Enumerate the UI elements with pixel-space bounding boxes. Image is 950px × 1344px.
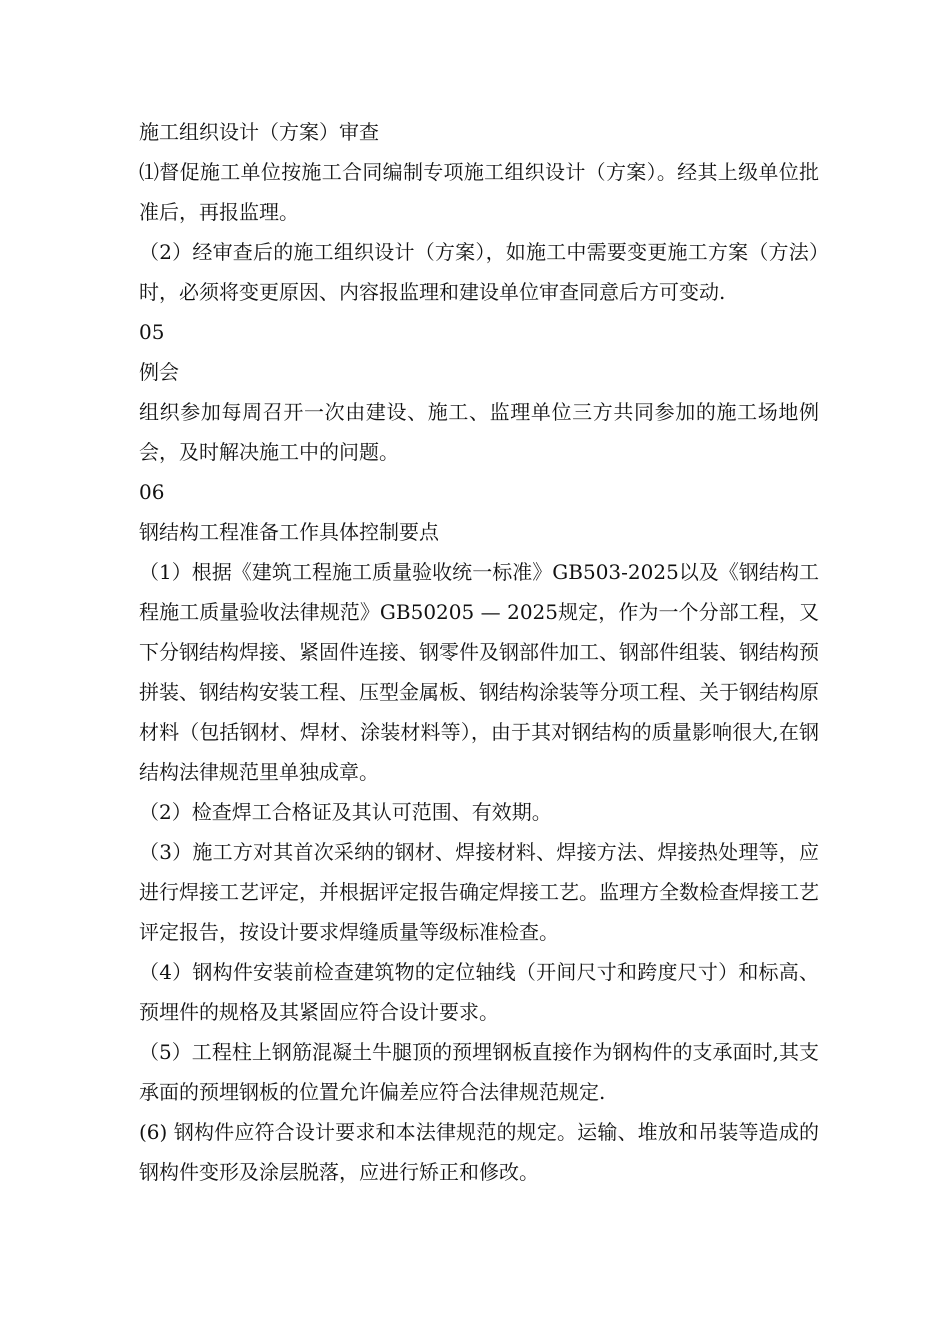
paragraph-steel-5: （5）工程柱上钢筋混凝土牛腿顶的预埋钢板直接作为钢构件的支承面时,其支承面的预埋钢板的位置允许偏差应符合法律规范规定. — [139, 1040, 819, 1104]
section-heading-meeting: 例会 — [139, 360, 179, 384]
paragraph-steel-2: （2）检查焊工合格证及其认可范围、有效期。 — [139, 800, 552, 824]
section-number-05: 05 — [139, 320, 165, 344]
paragraph-steel-4: （4）钢构件安装前检查建筑物的定位轴线（开间尺寸和跨度尺寸）和标高、预埋件的规格及其紧固应符合设计要求。 — [139, 960, 819, 1024]
section-number-06: 06 — [139, 480, 165, 504]
paragraph-steel-6: (6) 钢构件应符合设计要求和本法律规范的规定。运输、堆放和吊装等造成的钢构件变形及涂层脱落，应进行矫正和修改。 — [139, 1120, 819, 1184]
section-heading-review: 施工组织设计（方案）审查 — [139, 120, 379, 144]
section-heading-steel: 钢结构工程准备工作具体控制要点 — [139, 520, 439, 544]
paragraph-steel-3: （3）施工方对其首次采纳的钢材、焊接材料、焊接方法、焊接热处理等，应进行焊接工艺评定，并根据评定报告确定焊接工艺。监理方全数检查焊接工艺评定报告，按设计要求焊缝质量等级标准检查。 — [139, 840, 819, 944]
paragraph-review-2: （2）经审查后的施工组织设计（方案），如施工中需要变更施工方案（方法）时，必须将变更原因、内容报监理和建设单位审查同意后方可变动. — [139, 240, 819, 304]
paragraph-meeting: 组织参加每周召开一次由建设、施工、监理单位三方共同参加的施工场地例会，及时解决施工中的问题。 — [139, 400, 819, 464]
paragraph-review-1: ⑴督促施工单位按施工合同编制专项施工组织设计（方案）。经其上级单位批准后，再报监理。 — [139, 160, 819, 224]
paragraph-steel-1: （1）根据《建筑工程施工质量验收统一标准》GB503-2025以及《钢结构工程施工质量验收法律规范》GB50205 — 2025规定，作为一个分部工程，又下分钢结构焊接、紧固件连接、钢零件及钢部件加工、钢部件组装、钢结构预拼装、钢结构安装工程、压型金属板、钢结构涂装等分项工程、关于钢结构原材料（包括钢材、焊材、涂装材料等），由于其对钢结构的质量影响很大,在钢结构法律规范里单独成章。 — [139, 560, 819, 784]
document-body — [139, 112, 819, 1192]
